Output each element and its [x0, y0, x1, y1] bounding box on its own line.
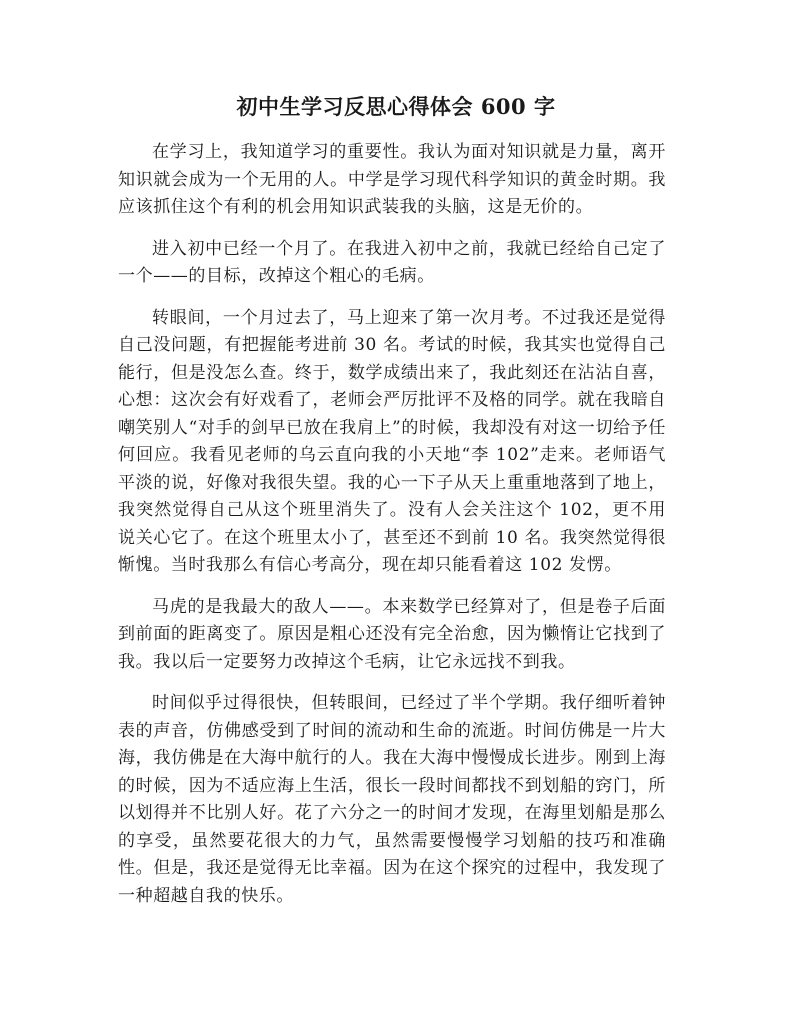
paragraph-5: 时间似乎过得很快，但转眼间，已经过了半个学期。我仔细听着钟表的声音，仿佛感受到了时间的流动和生命的流逝。时间仿佛是一片大海，我仿佛是在大海中航行的人。我在大海中慢慢成长进步。刚到上海的时候，因为不适应海上生活，很长一段时间都找不到划船的窍门，所以划得并不比别人好。花了六分之一的时间才发现，在海里划船是那么的享受，虽然要花很大的力气，虽然需要慢慢学习划船的技巧和准确性。但是，我还是觉得无比幸福。因为在这个探究的过程中，我发现了一种超越自我的快乐。: [118, 693, 666, 906]
page-title: 初中生学习反思心得体会 600 字: [236, 94, 556, 119]
paragraph-3: 转眼间，一个月过去了，马上迎来了第一次月考。不过我还是觉得自己没问题，有把握能考进前 30 名。考试的时候，我其实也觉得自己能行，但是没怎么查。终于，数学成绩出来了，我此刻还在沾沾自喜，心想：这次会有好戏看了，老师会严厉批评不及格的同学。就在我暗自嘲笑别人“对手的剑早已放在我肩上”的时候，我却没有对这一切给予任何回应。我看见老师的乌云直向我的小天地“李 102”走来。老师语气平淡的说，好像对我很失望。我的心一下子从天上重重地落到了地上，我突然觉得自己从这个班里消失了。没有人会关注这个 102，更不用说关心它了。在这个班里太小了，甚至还不到前 10 名。我突然觉得很惭愧。当时我那么有信心考高分，现在却只能看着这 102 发愣。: [118, 307, 666, 575]
document-body: [118, 139, 666, 924]
paragraph-2: 进入初中已经一个月了。在我进入初中之前，我就已经给自己定了一个——的目标，改掉这个粗心的毛病。: [118, 238, 666, 286]
paragraph-1: 在学习上，我知道学习的重要性。我认为面对知识就是力量，离开知识就会成为一个无用的人。中学是学习现代科学知识的黄金时期。我应该抓住这个有利的机会用知识武装我的头脑，这是无价的。: [118, 142, 666, 217]
paragraph-4: 马虎的是我最大的敌人——。本来数学已经算对了，但是卷子后面到前面的距离变了。原因是粗心还没有完全治愈，因为懒惰让它找到了我。我以后一定要努力改掉这个毛病，让它永远找不到我。: [118, 596, 666, 672]
